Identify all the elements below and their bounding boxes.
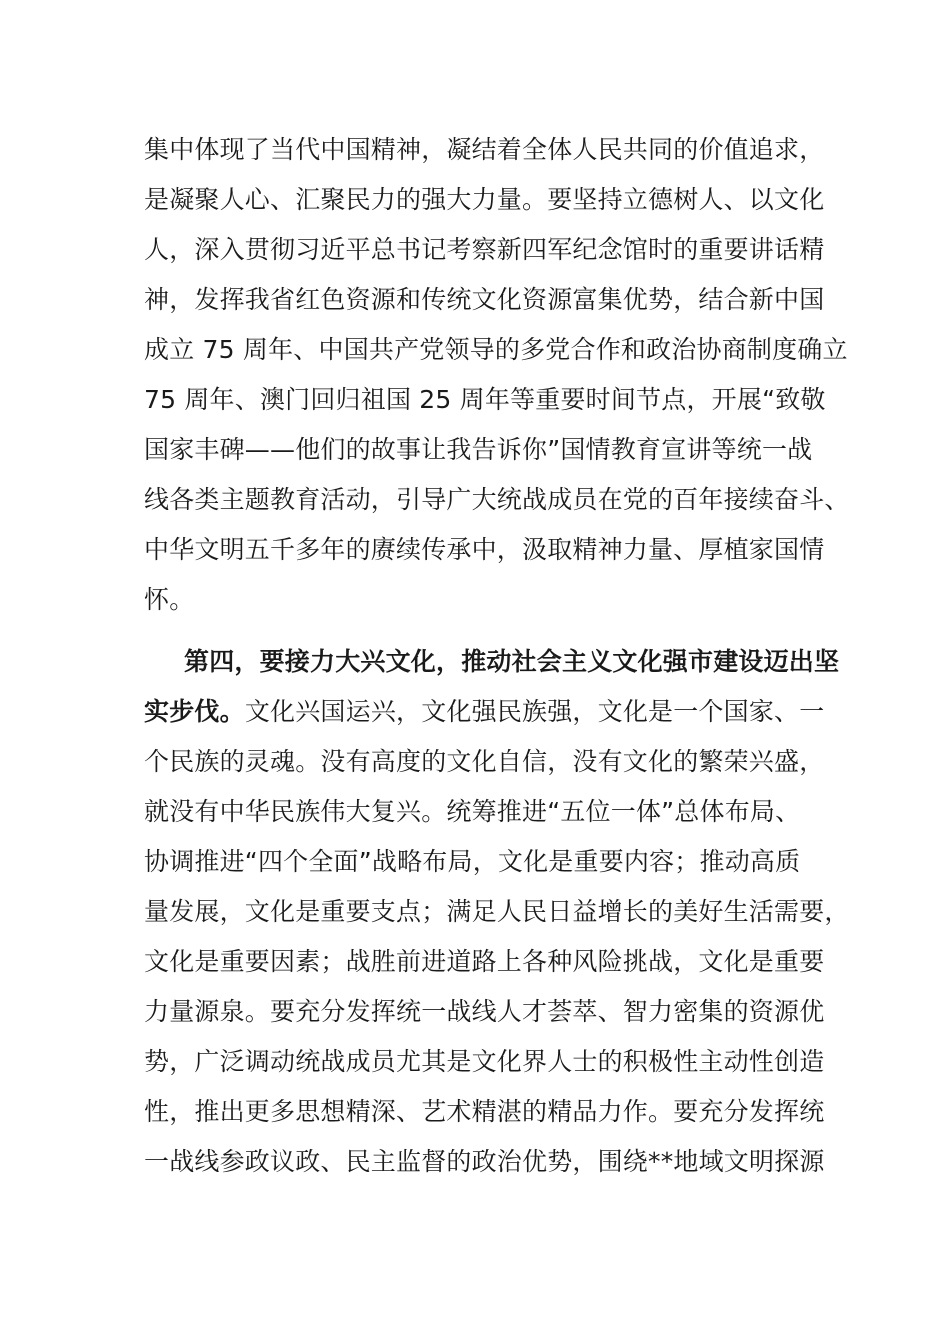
section-heading-end: 实步伐。	[144, 697, 245, 726]
paragraph-1-line: 怀。	[144, 585, 195, 614]
paragraph-2-text: 文化兴国运兴，文化强民族强，文化是一个国家、一	[244, 697, 825, 726]
paragraph-2-line	[144, 697, 824, 727]
paragraph-2-line: 量发展，文化是重要支点；满足人民日益增长的美好生活需要，	[144, 897, 850, 926]
paragraph-1-line: 人，深入贯彻习近平总书记考察新四军纪念馆时的重要讲话精	[144, 235, 825, 264]
paragraph-1-line: 是凝聚人心、汇聚民力的强大力量。要坚持立德树人、以文化	[144, 185, 825, 214]
paragraph-2-line: 协调推进“四个全面”战略布局，文化是重要内容；推动高质	[144, 847, 801, 876]
paragraph-1-line: 线各类主题教育活动，引导广大统战成员在党的百年接续奋斗、	[144, 485, 850, 514]
section-heading: 第四，要接力大兴文化，推动社会主义文化强市建设迈出坚	[184, 647, 840, 676]
paragraph-1-line: 集中体现了当代中国精神，凝结着全体人民共同的价值追求，	[144, 135, 825, 164]
paragraph-2-line: 个民族的灵魂。没有高度的文化自信，没有文化的繁荣兴盛，	[144, 747, 825, 776]
paragraph-2-line: 性，推出更多思想精深、艺术精湛的精品力作。要充分发挥统	[144, 1097, 825, 1126]
paragraph-1-line: 成立 75 周年、中国共产党领导的多党合作和政治协商制度确立	[144, 335, 848, 364]
paragraph-2-line: 力量源泉。要充分发挥统一战线人才荟萃、智力密集的资源优	[144, 997, 825, 1026]
paragraph-1-line: 国家丰碑——他们的故事让我告诉你”国情教育宣讲等统一战	[144, 435, 813, 464]
paragraph-2-line: 文化是重要因素；战胜前进道路上各种风险挑战，文化是重要	[144, 947, 825, 976]
paragraph-1-line: 75 周年、澳门回归祖国 25 周年等重要时间节点，开展“致敬	[144, 385, 826, 414]
paragraph-2-line: 就没有中华民族伟大复兴。统筹推进“五位一体”总体布局、	[144, 797, 801, 826]
paragraph-2-line: 势，广泛调动统战成员尤其是文化界人士的积极性主动性创造	[144, 1047, 825, 1076]
paragraph-2-line: 一战线参政议政、民主监督的政治优势，围绕**地域文明探源	[144, 1147, 825, 1176]
paragraph-1-line: 中华文明五千多年的赓续传承中，汲取精神力量、厚植家国情	[144, 535, 825, 564]
paragraph-1-line: 神，发挥我省红色资源和传统文化资源富集优势，结合新中国	[144, 285, 825, 314]
